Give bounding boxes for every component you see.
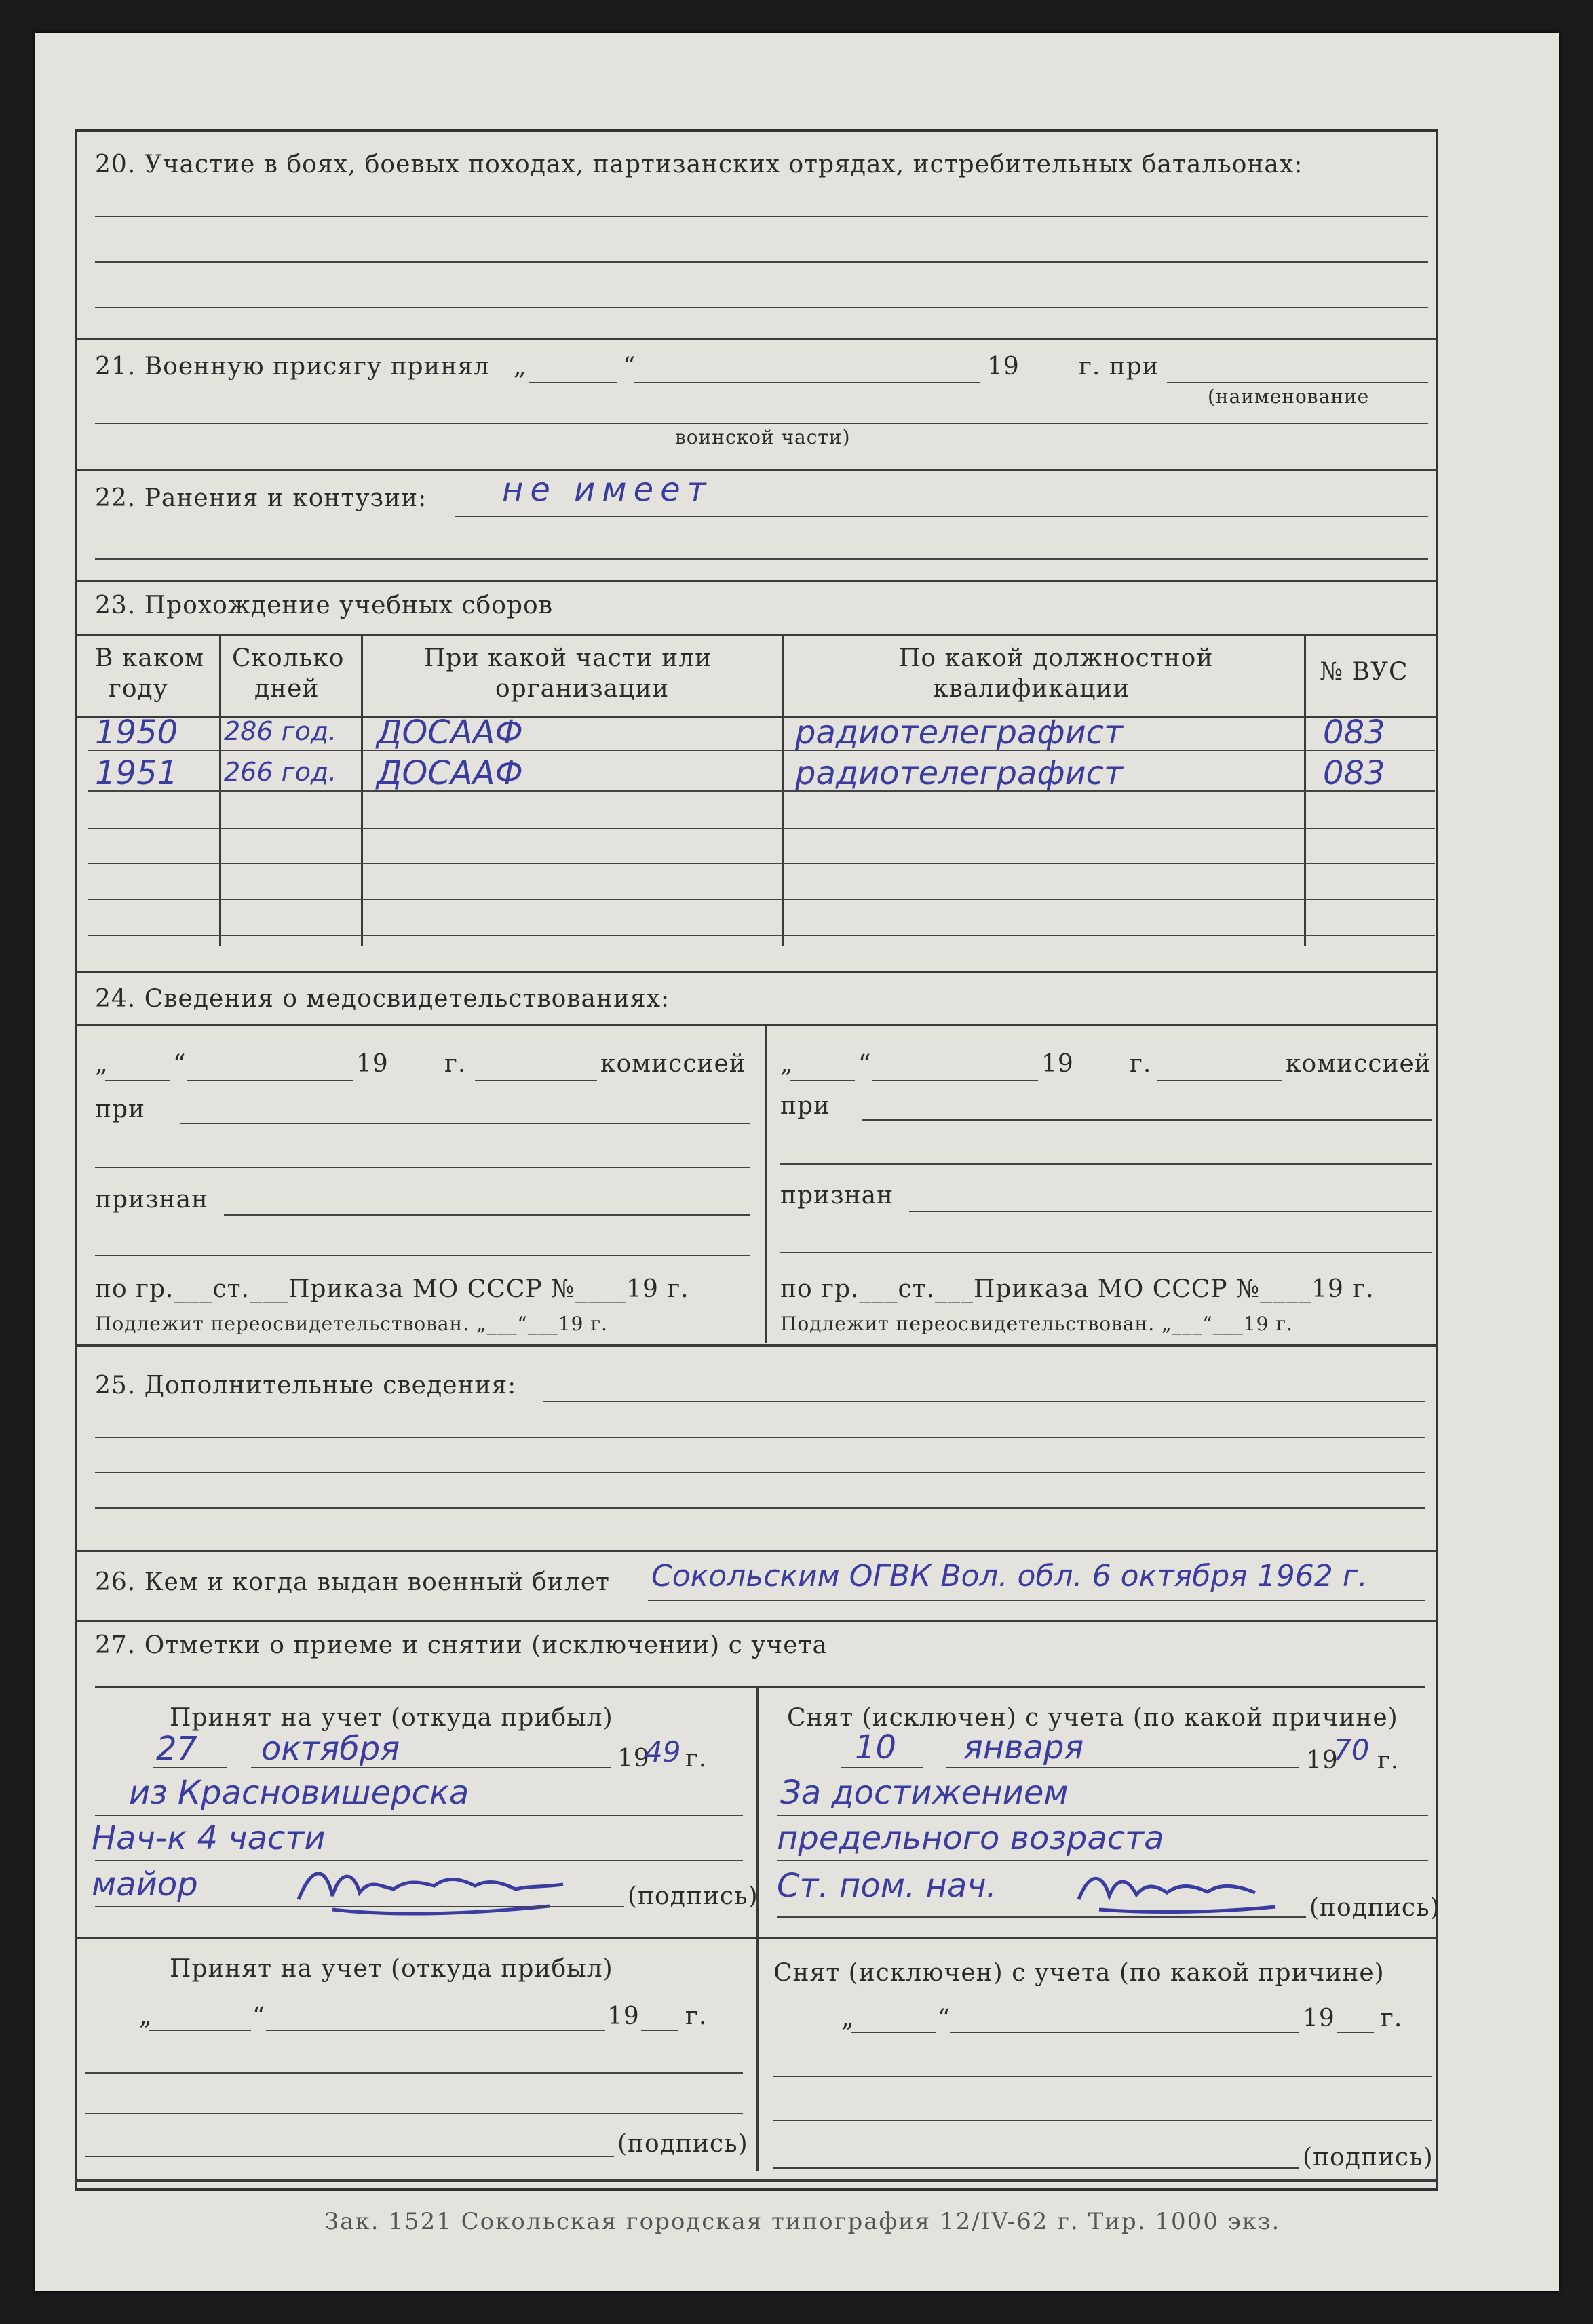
s24-left-year: 19 [356,1050,389,1078]
s20-line [95,307,1428,308]
print-footer: Зак. 1521 Сокольская городская типография 12/IV-62 г. Тир. 1000 экз. [324,2208,1281,2235]
table-row-vus: 083 [1323,714,1385,752]
s27-removed-label-2: Снят (исключен) с учета (по какой причине) [773,1959,1385,1987]
signature-image [292,1859,583,1920]
s27-removed-year: 70 [1333,1733,1370,1766]
s27-accepted-sign: (подпись) [628,1882,759,1910]
table-header-days-2: дней [254,675,320,703]
table-header-org-2: организации [495,675,670,703]
s21-hint2: воинской части) [675,426,851,448]
s20-label: 20. Участие в боях, боевых походах, партизанских отрядах, истребительных батальонах: [95,151,1303,178]
section-divider [75,1937,1438,1939]
s27-removed-sign: (подпись) [1309,1894,1440,1922]
table-header-vus: № ВУС [1320,658,1408,686]
s27-line [773,2120,1432,2121]
s27-month-line [266,2030,605,2031]
s27-sign-line [95,1906,624,1907]
s24-right-month-line [872,1080,1038,1081]
s24-left-line [95,1255,750,1256]
s27-day-line [841,1767,923,1768]
s24-left-sub: Подлежит переосвидетельствован. „___“___19 г. [95,1313,608,1335]
s24-right-line [780,1163,1432,1165]
table-row-line [88,828,1435,829]
s21-quote-open: „ [514,353,527,381]
s27-sign-line [777,1916,1306,1918]
s27-line [777,1860,1428,1861]
s27-line [85,2113,743,2114]
s27-accepted-label-2: Принят на учет (откуда прибыл) [170,1955,613,1983]
s27-g-blank-2: г. [1381,2005,1403,2032]
s22-line [455,516,1428,517]
s27-removed-line3: Ст. пом. нач. [777,1867,997,1905]
s27-accepted-line2: Нач-к 4 части [92,1819,326,1857]
s27-year-line [641,2030,678,2031]
section-divider [75,971,1438,973]
s27-month-line [251,1767,611,1768]
table-row-year: 1951 [95,754,178,792]
s24-right-q2: “ [858,1050,872,1078]
s27-day-line [149,2030,251,2031]
table-row-line [88,935,1435,936]
s24-left-q2: “ [173,1050,187,1078]
section-divider [75,1344,1438,1347]
s27-removed-label: Снят (исключен) с учета (по какой причине) [787,1704,1398,1732]
s24-left-g: г. [444,1050,467,1078]
s27-removed-sign-2: (подпись) [1303,2144,1434,2171]
s27-accepted-g: г. [685,1745,708,1773]
s27-label: 27. Отметки о приеме и снятии (исключении) с учета [95,1631,828,1659]
s27-accepted-year-prefix: 19 [617,1745,650,1773]
s25-line [95,1507,1425,1509]
section-divider [75,469,1438,471]
s24-left-q1: „ [95,1050,109,1078]
table-header-year-1: В каком [95,644,205,672]
s21-month-line [634,382,980,383]
s27-removed-year-prefix: 19 [1306,1747,1339,1775]
s27-g-blank: г. [685,2002,708,2030]
section-divider [75,2179,1438,2182]
s21-hint1: (наименование [1208,385,1370,408]
table-header-year-2: году [109,675,168,703]
table-row-line [88,790,1435,792]
table-row-days: 286 год. [224,716,337,746]
s27-year-prefix-blank-2: 19 [1303,2005,1335,2032]
s21-unit-line [1167,382,1428,383]
table-top-border [75,634,1438,636]
section-divider [75,338,1438,340]
s24-left-line [224,1214,750,1216]
s24-right-line [1157,1080,1282,1081]
table-row-year: 1950 [95,714,178,752]
s24-right-priznan: признан [780,1182,894,1209]
s24-right-commission: комиссией [1286,1050,1432,1078]
s21-g-pri: г. при [1079,353,1159,381]
s24-left-day-line [105,1080,170,1081]
s22-line [95,558,1428,560]
s24-right-year: 19 [1041,1050,1074,1078]
section-divider [75,1620,1438,1622]
s25-label: 25. Дополнительные сведения: [95,1372,517,1399]
s26-value: Сокольским ОГВК Вол. обл. 6 октября 1962 г. [651,1559,1368,1593]
s22-label: 22. Ранения и контузии: [95,484,427,512]
s26-label: 26. Кем и когда выдан военный билет [95,1568,610,1596]
s27-quote: “ [252,2002,266,2030]
section-divider [95,1686,1425,1688]
s27-line [773,2076,1432,2077]
s27-line [95,1815,743,1816]
s24-right-g: г. [1130,1050,1152,1078]
s23-label: 23. Прохождение учебных сборов [95,592,553,619]
s26-line [648,1600,1425,1601]
s27-removed-line2: предельного возраста [777,1819,1164,1857]
s27-quote: „ [139,2002,153,2030]
s27-line [777,1815,1428,1816]
s24-right-line [909,1211,1432,1212]
s24-left-commission: комиссией [600,1050,746,1078]
table-row-org: ДОСААФ [377,714,523,752]
s24-left-month-line [187,1080,353,1081]
table-header-days-1: Сколько [232,644,345,672]
section-divider [75,580,1438,582]
s25-line [543,1401,1425,1402]
s27-day-line [851,2032,936,2033]
s27-quote: “ [938,2005,951,2032]
table-row-days: 266 год. [224,757,337,787]
table-row-line [88,899,1435,900]
s27-removed-month: января [963,1728,1084,1766]
s21-year: 19 [987,353,1020,381]
s24-left-priznan: признан [95,1186,209,1214]
table-header-qual-1: По какой должностной [899,644,1214,672]
s27-accepted-sign-2: (подпись) [617,2130,748,2158]
s25-line [95,1472,1425,1473]
s24-left-line [475,1080,597,1081]
s27-accepted-year: 49 [645,1735,681,1768]
s27-accepted-day: 27 [156,1730,198,1768]
table-row-qual: радиотелеграфист [795,754,1124,792]
s25-line [95,1437,1425,1438]
s27-month-line [946,1767,1299,1768]
s24-right-day-line [790,1080,855,1081]
s24-right-pri: при [780,1092,831,1120]
s27-accepted-line3: майор [92,1865,198,1903]
s27-year-prefix-blank: 19 [607,2002,640,2030]
s27-removed-g: г. [1377,1747,1400,1775]
table-row-qual: радиотелеграфист [795,714,1124,752]
table-header-qual-2: квалификации [933,675,1130,703]
s24-right-q1: „ [780,1050,794,1078]
s24-col-divider [765,1024,767,1343]
s24-left-line [180,1123,750,1124]
s24-left-pri: при [95,1096,146,1123]
s27-removed-line1: За достижением [780,1774,1069,1812]
s24-right-order: по гр.___ст.___Приказа МО СССР №____19 г. [780,1275,1375,1303]
s21-day-line [529,382,617,383]
s27-line [85,2072,743,2074]
s24-right-line [862,1119,1432,1121]
section-divider [75,1550,1438,1552]
s27-accepted-label: Принят на учет (откуда прибыл) [170,1704,613,1732]
s24-label: 24. Сведения о медосвидетельствованиях: [95,985,670,1013]
table-header-org-1: При какой части или [424,644,712,672]
s27-accepted-line1: из Красновишерска [129,1774,469,1812]
signature-image [1072,1862,1296,1916]
table-row-line [88,750,1435,751]
s22-value: не имеет [502,471,713,509]
s27-removed-day: 10 [855,1728,897,1766]
s27-accepted-month: октября [261,1730,400,1768]
s24-right-line [780,1252,1432,1253]
s27-day-line [153,1767,227,1768]
s27-sign-line [773,2167,1299,2169]
s27-month-line [950,2032,1299,2033]
s24-left-line [95,1167,750,1168]
s21-label: 21. Военную присягу принял [95,353,491,381]
s27-col-divider [756,1686,759,2171]
table-row-org: ДОСААФ [377,754,523,792]
s21-line [95,423,1428,424]
s27-quote: „ [841,2005,855,2032]
s27-year-line [1337,2032,1374,2033]
s21-quote-close: “ [623,353,636,381]
s20-line [95,216,1428,217]
s20-line [95,261,1428,263]
table-row-line [88,863,1435,864]
s24-right-sub: Подлежит переосвидетельствован. „___“___19 г. [780,1313,1293,1335]
table-row-vus: 083 [1323,754,1385,792]
s27-sign-line [85,2156,614,2157]
s24-left-order: по гр.___ст.___Приказа МО СССР №____19 г. [95,1275,689,1303]
section-divider [75,1024,1438,1026]
